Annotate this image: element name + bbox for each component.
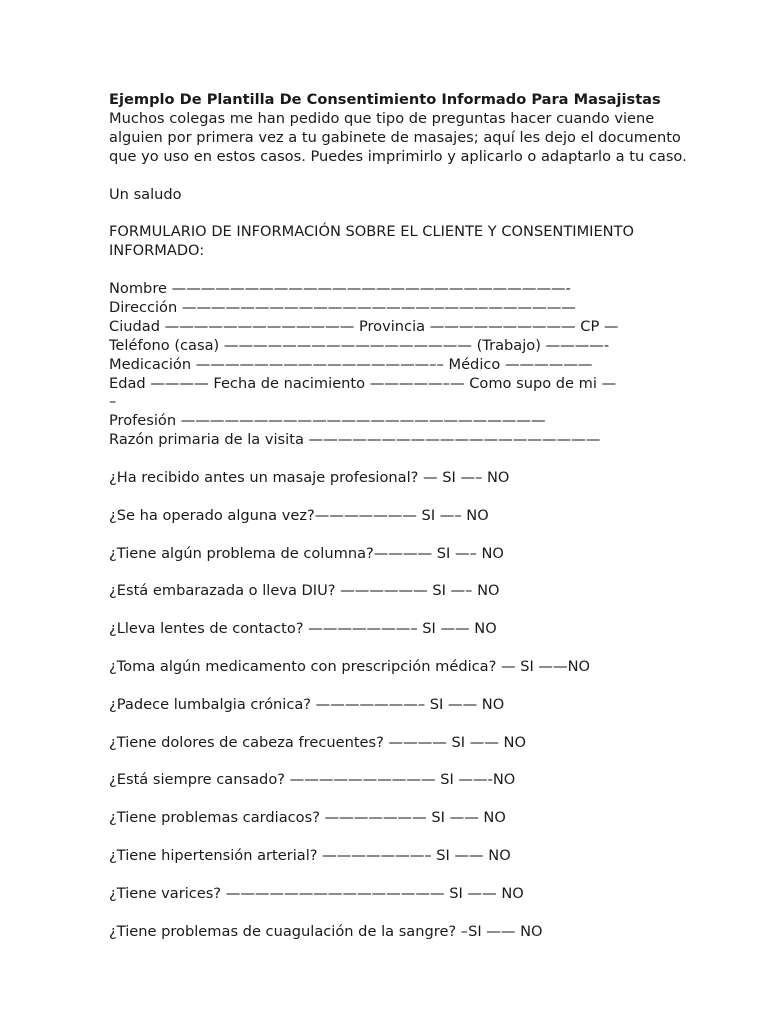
field-profesion: Profesión —————————————————————————: [109, 412, 546, 430]
question-item: ¿Tiene varices? ——————————————— SI —— NO: [109, 884, 524, 902]
question-item: ¿Tiene problemas cardiacos? ——————— SI —— NO: [109, 809, 506, 827]
field-edad: Edad ———— Fecha de nacimiento —————–— Como supo de mi —: [109, 374, 617, 392]
spacer: [109, 450, 709, 469]
intro-paragraph: Muchos colegas me han pedido que tipo de preguntas hacer cuando viene alguien por primera vez a tu gabinete de masajes; aquí les dejo el documento que yo uso en estos casos. Puedes imprimirlo y aplicarlo o adaptarlo a tu caso.: [109, 109, 687, 165]
field-list: [109, 280, 709, 450]
spacer: [109, 204, 709, 223]
question-item: ¿Está embarazada o lleva DIU? —————— SI —– NO: [109, 582, 500, 600]
field-medicacion: Medicación ————————————————–– Médico ——————: [109, 355, 593, 373]
field-razon-visita: Razón primaria de la visita ————————————————————: [109, 431, 601, 449]
form-heading: FORMULARIO DE INFORMACIÓN SOBRE EL CLIENTE Y CONSENTIMIENTO INFORMADO:: [109, 223, 634, 260]
field-direccion: Dirección ———————————————————————————: [109, 298, 576, 316]
field-edad-continuation: –: [109, 393, 117, 411]
field-telefono: Teléfono (casa) ————————————————— (Trabajo) ————-: [109, 336, 610, 354]
question-item: ¿Lleva lentes de contacto? ———————– SI —— NO: [109, 620, 497, 638]
question-item: ¿Padece lumbalgia crónica? ———————– SI —— NO: [109, 695, 505, 713]
spacer: [109, 261, 709, 280]
field-nombre: Nombre ———————————————————————————-: [109, 280, 571, 298]
document-title: Ejemplo De Plantilla De Consentimiento Informado Para Masajistas: [109, 91, 661, 108]
question-item: ¿Tiene algún problema de columna?———— SI —– NO: [109, 544, 504, 562]
question-list: [109, 469, 709, 941]
question-item: ¿Tiene dolores de cabeza frecuentes? ———— SI —— NO: [109, 733, 526, 751]
question-item: ¿Toma algún medicamento con prescripción médica? — SI ——NO: [109, 658, 591, 676]
question-item: ¿Tiene problemas de cuagulación de la sangre? –SI —— NO: [109, 922, 543, 940]
question-item: ¿Está siempre cansado? —————————— SI ——-NO: [109, 771, 516, 789]
field-ciudad: Ciudad ————————————— Provincia —————————— CP —: [109, 317, 619, 335]
question-item: ¿Ha recibido antes un masaje profesional? — SI —– NO: [109, 469, 510, 487]
spacer: [109, 167, 709, 186]
question-item: ¿Se ha operado alguna vez?——————— SI —– NO: [109, 506, 489, 524]
question-item: ¿Tiene hipertensión arterial? ———————– SI —— NO: [109, 847, 511, 865]
greeting: Un saludo: [109, 185, 182, 203]
document-page: [109, 91, 709, 960]
